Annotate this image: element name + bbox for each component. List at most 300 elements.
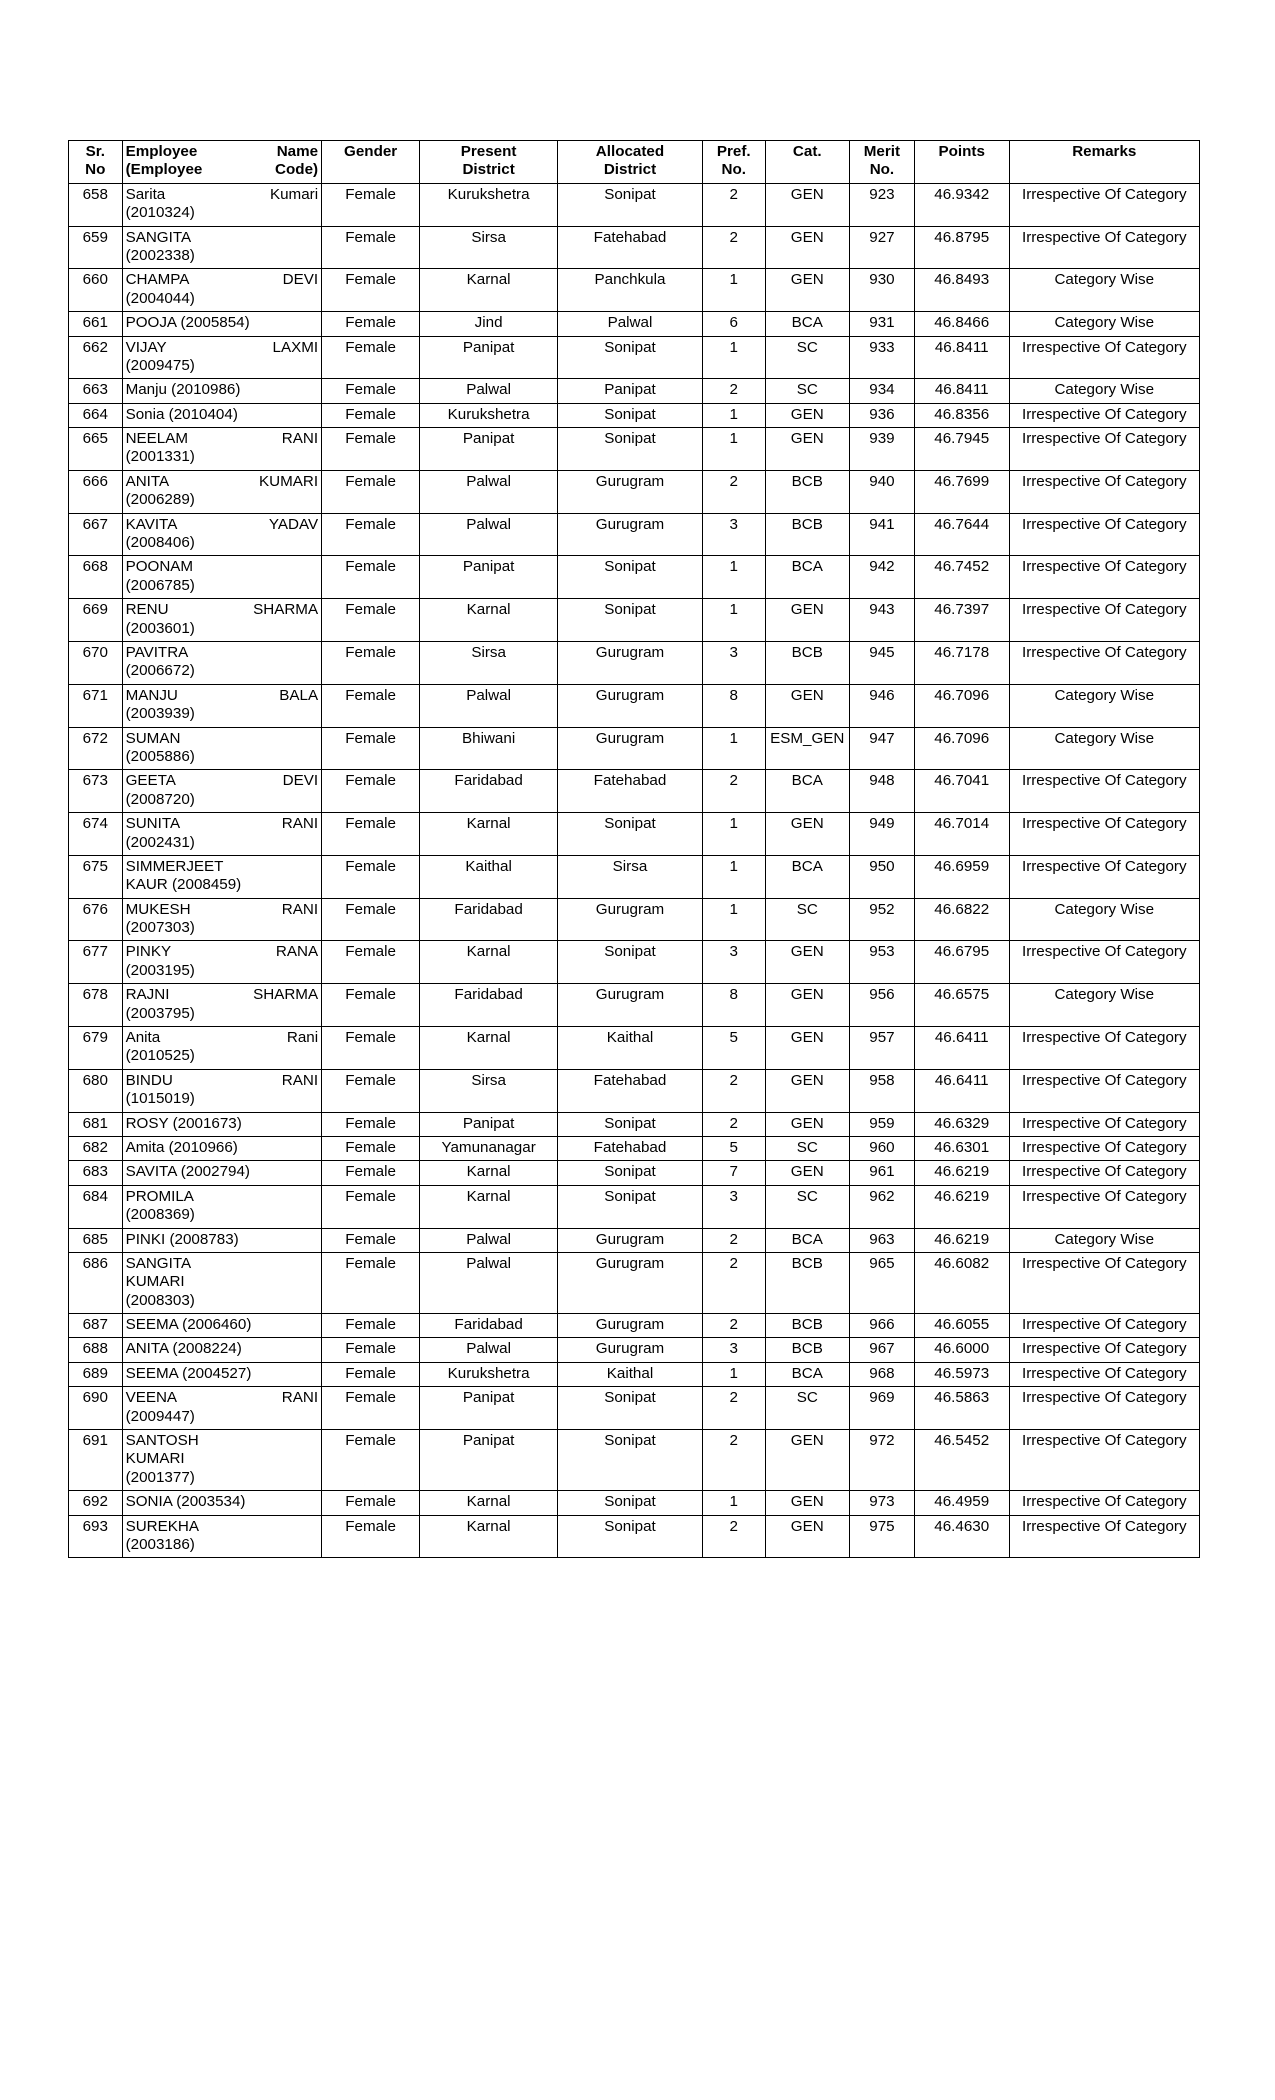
cell-serial-no: 666 bbox=[69, 470, 123, 513]
cell-merit-no: 931 bbox=[849, 312, 914, 336]
employee-name-line: KUMARI bbox=[125, 1450, 185, 1468]
cell-remarks: Irrespective Of Category bbox=[1009, 336, 1199, 379]
cell-allocated-district: Sonipat bbox=[558, 403, 703, 427]
cell-present-district: Palwal bbox=[420, 470, 558, 513]
cell-allocated-district: Sonipat bbox=[558, 1185, 703, 1228]
cell-employee-name bbox=[122, 226, 322, 269]
cell-points: 46.7096 bbox=[914, 684, 1009, 727]
cell-preference-no: 1 bbox=[702, 727, 765, 770]
cell-preference-no: 2 bbox=[702, 1069, 765, 1112]
cell-preference-no: 6 bbox=[702, 312, 765, 336]
employee-name-line: KAUR (2008459) bbox=[125, 876, 242, 894]
cell-present-district: Karnal bbox=[420, 1027, 558, 1070]
cell-serial-no: 663 bbox=[69, 379, 123, 403]
cell-present-district: Karnal bbox=[420, 1185, 558, 1228]
cell-points: 46.7014 bbox=[914, 813, 1009, 856]
table-row bbox=[69, 984, 1200, 1027]
cell-employee-name bbox=[122, 1491, 322, 1515]
table-row bbox=[69, 1362, 1200, 1386]
employee-name-line: PAVITRA bbox=[125, 643, 189, 661]
cell-preference-no: 1 bbox=[702, 403, 765, 427]
table-row bbox=[69, 641, 1200, 684]
cell-employee-name bbox=[122, 1387, 322, 1430]
cell-gender: Female bbox=[322, 984, 420, 1027]
cell-remarks: Irrespective Of Category bbox=[1009, 1430, 1199, 1491]
cell-merit-no: 957 bbox=[849, 1027, 914, 1070]
table-row bbox=[69, 1387, 1200, 1430]
table-row bbox=[69, 855, 1200, 898]
cell-points: 46.8466 bbox=[914, 312, 1009, 336]
cell-allocated-district: Fatehabad bbox=[558, 1136, 703, 1160]
cell-serial-no: 676 bbox=[69, 898, 123, 941]
cell-present-district: Palwal bbox=[420, 379, 558, 403]
employee-name-line: PINKY RANA bbox=[125, 943, 319, 961]
table-row bbox=[69, 1112, 1200, 1136]
cell-remarks: Irrespective Of Category bbox=[1009, 1252, 1199, 1313]
employee-name-line: SANTOSH bbox=[125, 1432, 199, 1450]
employee-name-line: POOJA (2005854) bbox=[125, 314, 250, 332]
cell-gender: Female bbox=[322, 1430, 420, 1491]
cell-merit-no: 946 bbox=[849, 684, 914, 727]
cell-gender: Female bbox=[322, 813, 420, 856]
cell-category: GEN bbox=[765, 813, 849, 856]
cell-allocated-district: Sonipat bbox=[558, 813, 703, 856]
column-header-alloc bbox=[558, 141, 703, 184]
cell-merit-no: 960 bbox=[849, 1136, 914, 1160]
cell-serial-no: 680 bbox=[69, 1069, 123, 1112]
cell-serial-no: 658 bbox=[69, 183, 123, 226]
cell-remarks: Category Wise bbox=[1009, 312, 1199, 336]
cell-allocated-district: Sonipat bbox=[558, 1491, 703, 1515]
employee-name-line: PROMILA bbox=[125, 1187, 194, 1205]
cell-gender: Female bbox=[322, 684, 420, 727]
column-header-points bbox=[914, 141, 1009, 184]
cell-gender: Female bbox=[322, 599, 420, 642]
cell-present-district: Sirsa bbox=[420, 1069, 558, 1112]
cell-serial-no: 685 bbox=[69, 1228, 123, 1252]
column-header-present bbox=[420, 141, 558, 184]
cell-serial-no: 678 bbox=[69, 984, 123, 1027]
employee-name-line: (2008406) bbox=[125, 534, 195, 552]
cell-preference-no: 1 bbox=[702, 1362, 765, 1386]
cell-gender: Female bbox=[322, 855, 420, 898]
employee-name-line: (2009475) bbox=[125, 356, 195, 374]
cell-remarks: Irrespective Of Category bbox=[1009, 1185, 1199, 1228]
employee-name-line: (2008369) bbox=[125, 1206, 195, 1224]
cell-gender: Female bbox=[322, 641, 420, 684]
cell-preference-no: 1 bbox=[702, 599, 765, 642]
cell-employee-name bbox=[122, 183, 322, 226]
table-row bbox=[69, 556, 1200, 599]
table-row bbox=[69, 1069, 1200, 1112]
cell-category: BCB bbox=[765, 470, 849, 513]
cell-gender: Female bbox=[322, 1161, 420, 1185]
cell-category: GEN bbox=[765, 1430, 849, 1491]
cell-allocated-district: Gurugram bbox=[558, 641, 703, 684]
cell-employee-name bbox=[122, 312, 322, 336]
cell-serial-no: 674 bbox=[69, 813, 123, 856]
cell-serial-no: 679 bbox=[69, 1027, 123, 1070]
cell-allocated-district: Gurugram bbox=[558, 1228, 703, 1252]
cell-gender: Female bbox=[322, 428, 420, 471]
employee-name-line: SUMAN bbox=[125, 729, 181, 747]
cell-category: BCB bbox=[765, 513, 849, 556]
cell-present-district: Panipat bbox=[420, 1112, 558, 1136]
employee-name-line: RENU SHARMA bbox=[125, 601, 319, 619]
cell-category: GEN bbox=[765, 684, 849, 727]
cell-points: 46.5863 bbox=[914, 1387, 1009, 1430]
employee-name-line: (2003795) bbox=[125, 1004, 195, 1022]
cell-serial-no: 677 bbox=[69, 941, 123, 984]
table-body bbox=[69, 183, 1200, 1558]
cell-remarks: Irrespective Of Category bbox=[1009, 1136, 1199, 1160]
column-header-line1: Remarks bbox=[1072, 143, 1137, 160]
cell-preference-no: 1 bbox=[702, 556, 765, 599]
table-row bbox=[69, 1228, 1200, 1252]
cell-points: 46.6575 bbox=[914, 984, 1009, 1027]
employee-name-line: (2003939) bbox=[125, 705, 195, 723]
cell-serial-no: 687 bbox=[69, 1314, 123, 1338]
cell-category: SC bbox=[765, 379, 849, 403]
column-header-gender bbox=[322, 141, 420, 184]
table-row bbox=[69, 1136, 1200, 1160]
cell-allocated-district: Kaithal bbox=[558, 1362, 703, 1386]
cell-preference-no: 3 bbox=[702, 641, 765, 684]
cell-serial-no: 689 bbox=[69, 1362, 123, 1386]
cell-points: 46.5973 bbox=[914, 1362, 1009, 1386]
cell-allocated-district: Gurugram bbox=[558, 727, 703, 770]
cell-merit-no: 961 bbox=[849, 1161, 914, 1185]
cell-allocated-district: Fatehabad bbox=[558, 226, 703, 269]
cell-gender: Female bbox=[322, 470, 420, 513]
cell-preference-no: 7 bbox=[702, 1161, 765, 1185]
cell-allocated-district: Gurugram bbox=[558, 898, 703, 941]
cell-serial-no: 659 bbox=[69, 226, 123, 269]
cell-remarks: Irrespective Of Category bbox=[1009, 1362, 1199, 1386]
cell-present-district: Karnal bbox=[420, 269, 558, 312]
cell-present-district: Kurukshetra bbox=[420, 183, 558, 226]
employee-name-line: SANGITA bbox=[125, 1254, 192, 1272]
table-row bbox=[69, 226, 1200, 269]
cell-allocated-district: Gurugram bbox=[558, 1338, 703, 1362]
cell-merit-no: 923 bbox=[849, 183, 914, 226]
cell-remarks: Irrespective Of Category bbox=[1009, 1112, 1199, 1136]
table-row bbox=[69, 183, 1200, 226]
column-header-line1: Present bbox=[460, 143, 517, 160]
cell-gender: Female bbox=[322, 1314, 420, 1338]
cell-employee-name bbox=[122, 1314, 322, 1338]
cell-preference-no: 2 bbox=[702, 1112, 765, 1136]
cell-merit-no: 943 bbox=[849, 599, 914, 642]
cell-remarks: Irrespective Of Category bbox=[1009, 226, 1199, 269]
cell-preference-no: 8 bbox=[702, 984, 765, 1027]
cell-remarks: Irrespective Of Category bbox=[1009, 813, 1199, 856]
cell-present-district: Faridabad bbox=[420, 1314, 558, 1338]
employee-name-line: (2010525) bbox=[125, 1047, 195, 1065]
employee-name-line: GEETA DEVI bbox=[125, 772, 319, 790]
table-row bbox=[69, 599, 1200, 642]
employee-name-line: MANJU BALA bbox=[125, 686, 319, 704]
cell-allocated-district: Fatehabad bbox=[558, 770, 703, 813]
cell-present-district: Faridabad bbox=[420, 770, 558, 813]
employee-name-line: (2005886) bbox=[125, 747, 195, 765]
cell-merit-no: 930 bbox=[849, 269, 914, 312]
cell-serial-no: 670 bbox=[69, 641, 123, 684]
cell-allocated-district: Gurugram bbox=[558, 984, 703, 1027]
column-header-line1: Allocated bbox=[595, 143, 665, 160]
cell-gender: Female bbox=[322, 1515, 420, 1558]
cell-present-district: Faridabad bbox=[420, 984, 558, 1027]
cell-category: BCA bbox=[765, 312, 849, 336]
cell-preference-no: 2 bbox=[702, 470, 765, 513]
cell-category: GEN bbox=[765, 1515, 849, 1558]
cell-serial-no: 693 bbox=[69, 1515, 123, 1558]
cell-category: GEN bbox=[765, 984, 849, 1027]
employee-name-line: PINKI (2008783) bbox=[125, 1230, 239, 1248]
cell-merit-no: 933 bbox=[849, 336, 914, 379]
cell-remarks: Irrespective Of Category bbox=[1009, 1069, 1199, 1112]
cell-points: 46.8795 bbox=[914, 226, 1009, 269]
cell-category: BCA bbox=[765, 1228, 849, 1252]
cell-remarks: Category Wise bbox=[1009, 984, 1199, 1027]
employee-name-line: SIMMERJEET bbox=[125, 857, 224, 875]
column-header-merit bbox=[849, 141, 914, 184]
cell-employee-name bbox=[122, 428, 322, 471]
cell-remarks: Irrespective Of Category bbox=[1009, 641, 1199, 684]
cell-employee-name bbox=[122, 855, 322, 898]
employee-name-line: POONAM bbox=[125, 558, 194, 576]
cell-gender: Female bbox=[322, 336, 420, 379]
cell-serial-no: 690 bbox=[69, 1387, 123, 1430]
cell-serial-no: 683 bbox=[69, 1161, 123, 1185]
cell-remarks: Irrespective Of Category bbox=[1009, 855, 1199, 898]
cell-category: GEN bbox=[765, 226, 849, 269]
employee-name-line: (2006289) bbox=[125, 491, 195, 509]
cell-merit-no: 945 bbox=[849, 641, 914, 684]
cell-serial-no: 688 bbox=[69, 1338, 123, 1362]
employee-name-line: ANITA KUMARI bbox=[125, 472, 319, 490]
employee-name-line: (2009447) bbox=[125, 1407, 195, 1425]
cell-category: GEN bbox=[765, 1069, 849, 1112]
cell-serial-no: 661 bbox=[69, 312, 123, 336]
cell-remarks: Irrespective Of Category bbox=[1009, 599, 1199, 642]
cell-merit-no: 972 bbox=[849, 1430, 914, 1491]
cell-present-district: Panipat bbox=[420, 1430, 558, 1491]
cell-gender: Female bbox=[322, 727, 420, 770]
cell-serial-no: 668 bbox=[69, 556, 123, 599]
cell-category: GEN bbox=[765, 183, 849, 226]
cell-category: GEN bbox=[765, 599, 849, 642]
cell-merit-no: 966 bbox=[849, 1314, 914, 1338]
cell-serial-no: 682 bbox=[69, 1136, 123, 1160]
cell-gender: Female bbox=[322, 770, 420, 813]
cell-points: 46.7452 bbox=[914, 556, 1009, 599]
cell-category: GEN bbox=[765, 1161, 849, 1185]
cell-category: GEN bbox=[765, 1491, 849, 1515]
cell-category: GEN bbox=[765, 428, 849, 471]
table-row bbox=[69, 403, 1200, 427]
cell-points: 46.9342 bbox=[914, 183, 1009, 226]
cell-employee-name bbox=[122, 1161, 322, 1185]
employee-name-line: (2002431) bbox=[125, 833, 195, 851]
cell-serial-no: 669 bbox=[69, 599, 123, 642]
cell-preference-no: 3 bbox=[702, 941, 765, 984]
cell-merit-no: 952 bbox=[849, 898, 914, 941]
employee-name-line: KUMARI bbox=[125, 1273, 185, 1291]
employee-name-line: (2002338) bbox=[125, 246, 195, 264]
cell-present-district: Panipat bbox=[420, 556, 558, 599]
column-header-cat bbox=[765, 141, 849, 184]
cell-employee-name bbox=[122, 269, 322, 312]
cell-gender: Female bbox=[322, 379, 420, 403]
cell-present-district: Karnal bbox=[420, 1161, 558, 1185]
cell-remarks: Category Wise bbox=[1009, 379, 1199, 403]
cell-category: BCB bbox=[765, 641, 849, 684]
cell-employee-name bbox=[122, 1362, 322, 1386]
cell-allocated-district: Gurugram bbox=[558, 684, 703, 727]
employee-name-line: RAJNI SHARMA bbox=[125, 986, 319, 1004]
cell-serial-no: 684 bbox=[69, 1185, 123, 1228]
employee-name-line: (2003601) bbox=[125, 619, 195, 637]
cell-category: BCB bbox=[765, 1252, 849, 1313]
cell-employee-name bbox=[122, 556, 322, 599]
table-row bbox=[69, 312, 1200, 336]
cell-category: BCA bbox=[765, 770, 849, 813]
cell-present-district: Panipat bbox=[420, 1387, 558, 1430]
cell-category: SC bbox=[765, 1185, 849, 1228]
cell-points: 46.6055 bbox=[914, 1314, 1009, 1338]
cell-points: 46.6411 bbox=[914, 1027, 1009, 1070]
cell-merit-no: 950 bbox=[849, 855, 914, 898]
cell-allocated-district: Kaithal bbox=[558, 1027, 703, 1070]
cell-employee-name bbox=[122, 898, 322, 941]
column-header-pref bbox=[702, 141, 765, 184]
cell-merit-no: 962 bbox=[849, 1185, 914, 1228]
cell-category: SC bbox=[765, 1136, 849, 1160]
table-row bbox=[69, 1430, 1200, 1491]
employee-name-line: (2006785) bbox=[125, 576, 195, 594]
cell-employee-name bbox=[122, 1112, 322, 1136]
cell-points: 46.6219 bbox=[914, 1161, 1009, 1185]
cell-points: 46.8411 bbox=[914, 379, 1009, 403]
column-header-line2: (Employee Code) bbox=[125, 161, 319, 179]
cell-remarks: Category Wise bbox=[1009, 1228, 1199, 1252]
employee-name-line: (2003195) bbox=[125, 961, 195, 979]
cell-allocated-district: Sonipat bbox=[558, 556, 703, 599]
table-row bbox=[69, 1252, 1200, 1313]
employee-name-line: Amita (2010966) bbox=[125, 1138, 238, 1156]
cell-merit-no: 963 bbox=[849, 1228, 914, 1252]
cell-gender: Female bbox=[322, 1112, 420, 1136]
column-header-line2: District bbox=[462, 161, 515, 179]
cell-merit-no: 965 bbox=[849, 1252, 914, 1313]
cell-allocated-district: Fatehabad bbox=[558, 1069, 703, 1112]
cell-merit-no: 975 bbox=[849, 1515, 914, 1558]
cell-preference-no: 2 bbox=[702, 1252, 765, 1313]
table-row bbox=[69, 336, 1200, 379]
cell-points: 46.7096 bbox=[914, 727, 1009, 770]
table-row bbox=[69, 1515, 1200, 1558]
table-row bbox=[69, 1027, 1200, 1070]
cell-employee-name bbox=[122, 1027, 322, 1070]
table-row bbox=[69, 470, 1200, 513]
cell-merit-no: 947 bbox=[849, 727, 914, 770]
employee-name-line: (2010324) bbox=[125, 204, 195, 222]
cell-present-district: Palwal bbox=[420, 1228, 558, 1252]
cell-employee-name bbox=[122, 770, 322, 813]
cell-preference-no: 2 bbox=[702, 1387, 765, 1430]
header-row bbox=[69, 141, 1200, 184]
cell-preference-no: 8 bbox=[702, 684, 765, 727]
cell-points: 46.7397 bbox=[914, 599, 1009, 642]
employee-name-line: Sonia (2010404) bbox=[125, 405, 238, 423]
cell-gender: Female bbox=[322, 1136, 420, 1160]
cell-serial-no: 691 bbox=[69, 1430, 123, 1491]
cell-employee-name bbox=[122, 1185, 322, 1228]
cell-present-district: Yamunanagar bbox=[420, 1136, 558, 1160]
cell-preference-no: 2 bbox=[702, 1430, 765, 1491]
cell-serial-no: 665 bbox=[69, 428, 123, 471]
table-row bbox=[69, 813, 1200, 856]
cell-employee-name bbox=[122, 941, 322, 984]
cell-remarks: Category Wise bbox=[1009, 898, 1199, 941]
cell-serial-no: 681 bbox=[69, 1112, 123, 1136]
cell-allocated-district: Sonipat bbox=[558, 1387, 703, 1430]
table-row bbox=[69, 770, 1200, 813]
cell-remarks: Irrespective Of Category bbox=[1009, 770, 1199, 813]
employee-name-line: Sarita Kumari bbox=[125, 185, 319, 203]
cell-present-district: Kurukshetra bbox=[420, 1362, 558, 1386]
cell-preference-no: 2 bbox=[702, 1228, 765, 1252]
employee-name-line: (2001377) bbox=[125, 1468, 195, 1486]
cell-remarks: Irrespective Of Category bbox=[1009, 1161, 1199, 1185]
employee-name-line: VEENA RANI bbox=[125, 1389, 319, 1407]
cell-preference-no: 1 bbox=[702, 428, 765, 471]
cell-points: 46.5452 bbox=[914, 1430, 1009, 1491]
table-row bbox=[69, 684, 1200, 727]
cell-allocated-district: Sonipat bbox=[558, 1112, 703, 1136]
cell-category: ESM_GEN bbox=[765, 727, 849, 770]
column-header-remarks bbox=[1009, 141, 1199, 184]
cell-merit-no: 934 bbox=[849, 379, 914, 403]
employee-name-line: SUREKHA bbox=[125, 1517, 200, 1535]
cell-preference-no: 2 bbox=[702, 1515, 765, 1558]
cell-employee-name bbox=[122, 1252, 322, 1313]
cell-points: 46.8493 bbox=[914, 269, 1009, 312]
cell-allocated-district: Sonipat bbox=[558, 428, 703, 471]
cell-points: 46.7041 bbox=[914, 770, 1009, 813]
cell-remarks: Irrespective Of Category bbox=[1009, 941, 1199, 984]
table-row bbox=[69, 379, 1200, 403]
cell-preference-no: 3 bbox=[702, 1185, 765, 1228]
cell-points: 46.4959 bbox=[914, 1491, 1009, 1515]
cell-gender: Female bbox=[322, 1387, 420, 1430]
employee-name-line: MUKESH RANI bbox=[125, 900, 319, 918]
cell-gender: Female bbox=[322, 556, 420, 599]
cell-remarks: Irrespective Of Category bbox=[1009, 1027, 1199, 1070]
employee-name-line: SUNITA RANI bbox=[125, 815, 319, 833]
cell-preference-no: 1 bbox=[702, 813, 765, 856]
cell-present-district: Sirsa bbox=[420, 226, 558, 269]
cell-merit-no: 953 bbox=[849, 941, 914, 984]
cell-preference-no: 3 bbox=[702, 513, 765, 556]
cell-allocated-district: Sonipat bbox=[558, 599, 703, 642]
employee-name-line: (2008303) bbox=[125, 1291, 195, 1309]
employee-name-line: (2008720) bbox=[125, 790, 195, 808]
cell-category: BCA bbox=[765, 855, 849, 898]
cell-allocated-district: Panchkula bbox=[558, 269, 703, 312]
cell-gender: Female bbox=[322, 312, 420, 336]
